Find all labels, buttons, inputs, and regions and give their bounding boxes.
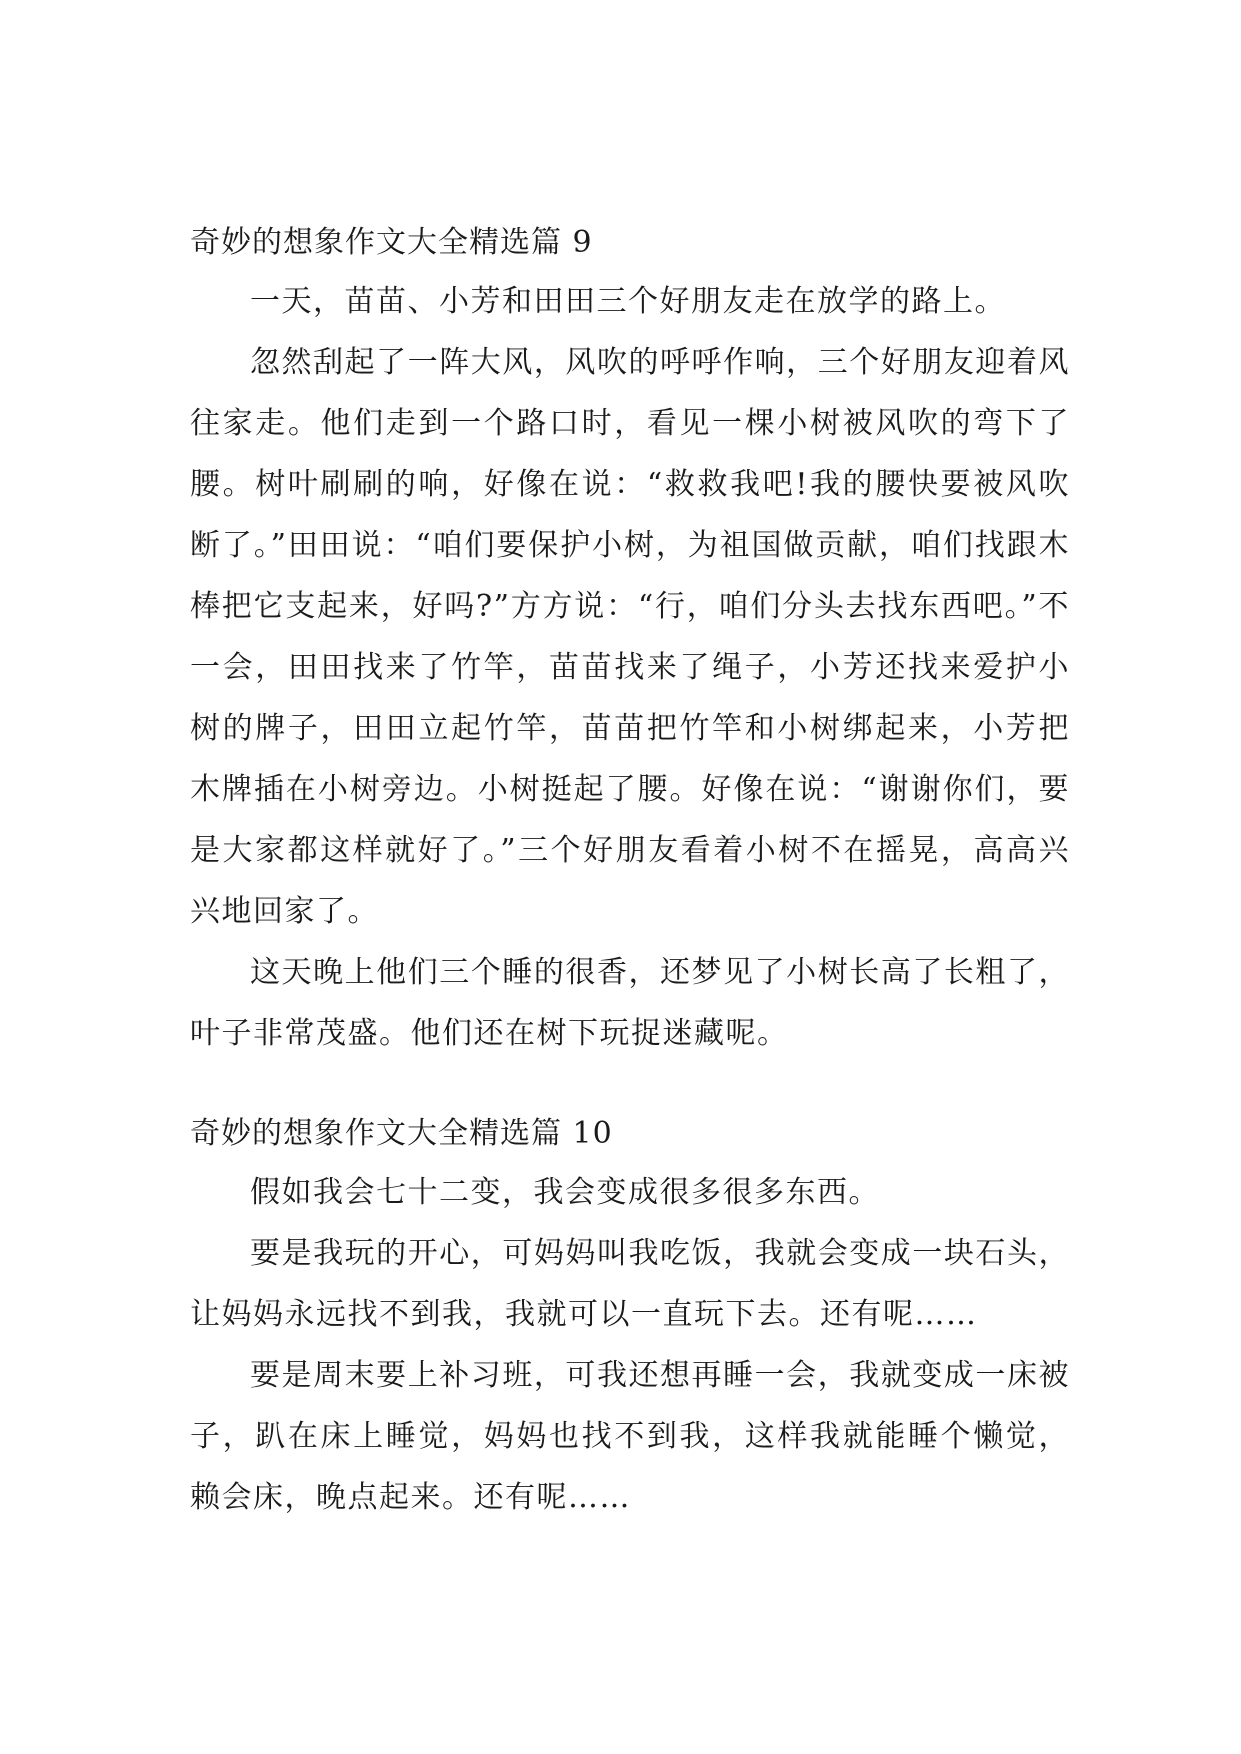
essay-section-10 <box>190 1106 1070 1528</box>
paragraph: 假如我会七十二变，我会变成很多很多东西。 <box>250 1175 880 1210</box>
section-title: 奇妙的想象作文大全精选篇 10 <box>190 1116 613 1151</box>
essay-section-9 <box>190 215 1070 1064</box>
paragraph: 要是周末要上补习班，可我还想再睡一会，我就变成一床被子，趴在床上睡觉，妈妈也找不到我，这样我就能睡个懒觉，赖会床，晚点起来。还有呢…… <box>190 1358 1070 1515</box>
paragraph: 这天晚上他们三个睡的很香，还梦见了小树长高了长粗了，叶子非常茂盛。他们还在树下玩捉迷藏呢。 <box>190 955 1070 1051</box>
section-title: 奇妙的想象作文大全精选篇 9 <box>190 225 593 260</box>
paragraph: 忽然刮起了一阵大风，风吹的呼呼作响，三个好朋友迎着风往家走。他们走到一个路口时，看见一棵小树被风吹的弯下了腰。树叶刷刷的响，好像在说：“救救我吧!我的腰快要被风吹断了。”田田说：“咱们要保护小树，为祖国做贡献，咱们找跟木棒把它支起来，好吗?”方方说：“行，咱们分头去找东西吧。”不一会，田田找来了竹竿，苗苗找来了绳子，小芳还找来爱护小树的牌子，田田立起竹竿，苗苗把竹竿和小树绑起来，小芳把木牌插在小树旁边。小树挺起了腰。好像在说：“谢谢你们，要是大家都这样就好了。”三个好朋友看着小树不在摇晃，高高兴兴地回家了。 <box>190 345 1070 929</box>
document-page <box>190 215 1070 1528</box>
paragraph: 要是我玩的开心，可妈妈叫我吃饭，我就会变成一块石头，让妈妈永远找不到我，我就可以一直玩下去。还有呢…… <box>190 1236 1070 1332</box>
paragraph: 一天，苗苗、小芳和田田三个好朋友走在放学的路上。 <box>250 284 1006 319</box>
